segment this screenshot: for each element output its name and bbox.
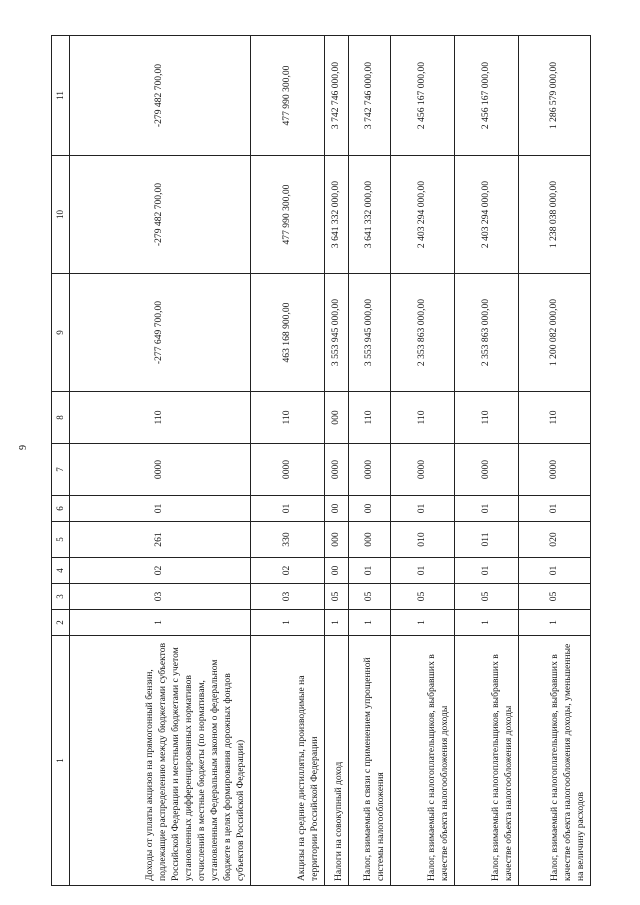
cell-amount: 3 553 945 000,00 [325,274,348,392]
cell-code: 110 [454,392,518,444]
cell-code: 05 [391,584,455,610]
cell-code: 1 [70,610,251,636]
cell-code: 01 [391,558,455,584]
cell-code: 110 [391,392,455,444]
cell-code: 110 [518,392,590,444]
cell-code: 0000 [348,444,391,496]
cell-code: 01 [518,558,590,584]
cell-amount: 3 742 746 000,00 [348,36,391,156]
column-number: 9 [52,274,70,392]
table-row [70,36,251,886]
cell-code: 110 [70,392,251,444]
cell-amount: 477 990 300,00 [250,36,324,156]
cell-code: 05 [454,584,518,610]
cell-code: 05 [518,584,590,610]
cell-code: 0000 [391,444,455,496]
cell-amount: 2 403 294 000,00 [391,156,455,274]
cell-code: 1 [518,610,590,636]
cell-code: 0000 [518,444,590,496]
cell-amount: 2 353 863 000,00 [454,274,518,392]
cell-code: 1 [391,610,455,636]
cell-code: 01 [348,558,391,584]
column-number: 5 [52,522,70,558]
cell-code: 000 [325,392,348,444]
cell-amount: -279 482 700,00 [70,156,251,274]
cell-code: 020 [518,522,590,558]
cell-amount: 463 168 900,00 [250,274,324,392]
cell-code: 000 [348,522,391,558]
cell-code: 05 [348,584,391,610]
cell-code: 330 [250,522,324,558]
row-name: Налог, взимаемый с налогоплательщиков, выбравших в качестве объекта налогообложения доходы, уменьшенные на величину расходов [518,636,590,886]
column-number-row [52,36,70,886]
cell-code: 00 [348,496,391,522]
row-name: Налог, взимаемый в связи с применением упрощенной системы налогообложения [348,636,391,886]
cell-code: 01 [391,496,455,522]
column-number: 3 [52,584,70,610]
row-name: Акцизы на средние дистилляты, производимые на территории Российской Федерации [250,636,324,886]
row-name: Налог, взимаемый с налогоплательщиков, выбравших в качестве объекта налогообложения доходы [391,636,455,886]
cell-code: 000 [325,522,348,558]
column-number: 10 [52,156,70,274]
cell-amount: 3 641 332 000,00 [348,156,391,274]
cell-code: 01 [454,558,518,584]
cell-code: 0000 [70,444,251,496]
cell-amount: 2 353 863 000,00 [391,274,455,392]
cell-code: 00 [325,558,348,584]
cell-code: 01 [70,496,251,522]
table-row [518,36,590,886]
cell-amount: 477 990 300,00 [250,156,324,274]
column-number: 1 [52,636,70,886]
page-number: 9 [18,445,29,450]
cell-amount: 3 553 945 000,00 [348,274,391,392]
cell-code: 03 [70,584,251,610]
cell-code: 01 [518,496,590,522]
column-number: 4 [52,558,70,584]
table-row [454,36,518,886]
row-name: Налоги на совокупный доход [325,636,348,886]
column-number: 2 [52,610,70,636]
cell-code: 00 [325,496,348,522]
cell-code: 0000 [250,444,324,496]
cell-amount: 1 286 579 000,00 [518,36,590,156]
cell-code: 02 [70,558,251,584]
cell-code: 01 [454,496,518,522]
table-row [250,36,324,886]
cell-code: 011 [454,522,518,558]
cell-code: 0000 [454,444,518,496]
cell-code: 01 [250,496,324,522]
cell-amount: -277 649 700,00 [70,274,251,392]
cell-code: 261 [70,522,251,558]
cell-code: 110 [348,392,391,444]
row-name: Налог, взимаемый с налогоплательщиков, выбравших в качестве объекта налогообложения доходы [454,636,518,886]
cell-code: 05 [325,584,348,610]
cell-code: 1 [325,610,348,636]
column-number: 7 [52,444,70,496]
table-row [348,36,391,886]
cell-amount: 2 456 167 000,00 [454,36,518,156]
table-row [325,36,348,886]
column-number: 8 [52,392,70,444]
cell-amount: 3 742 746 000,00 [325,36,348,156]
row-name: Доходы от уплаты акцизов на прямогонный бензин, подлежащие распределению между бюджетами субъектов Российской Федерации и местными бюджетами с учетом установленных дифференцированных нормативов отчислений в местные бюджеты (по нормативам, установленным Федеральным законом о федеральном бюджете в целях формирования дорожных фондов субъектов Российской Федерации) [70,636,251,886]
cell-code: 110 [250,392,324,444]
cell-amount: 1 200 082 000,00 [518,274,590,392]
cell-code: 02 [250,558,324,584]
cell-code: 03 [250,584,324,610]
table-row [391,36,455,886]
cell-code: 010 [391,522,455,558]
cell-code: 0000 [325,444,348,496]
budget-table-rotated [51,36,591,886]
cell-amount: 1 238 038 000,00 [518,156,590,274]
column-number: 6 [52,496,70,522]
cell-code: 1 [348,610,391,636]
cell-amount: -279 482 700,00 [70,36,251,156]
cell-amount: 3 641 332 000,00 [325,156,348,274]
budget-table [51,35,591,886]
cell-amount: 2 456 167 000,00 [391,36,455,156]
column-number: 11 [52,36,70,156]
cell-amount: 2 403 294 000,00 [454,156,518,274]
cell-code: 1 [250,610,324,636]
cell-code: 1 [454,610,518,636]
